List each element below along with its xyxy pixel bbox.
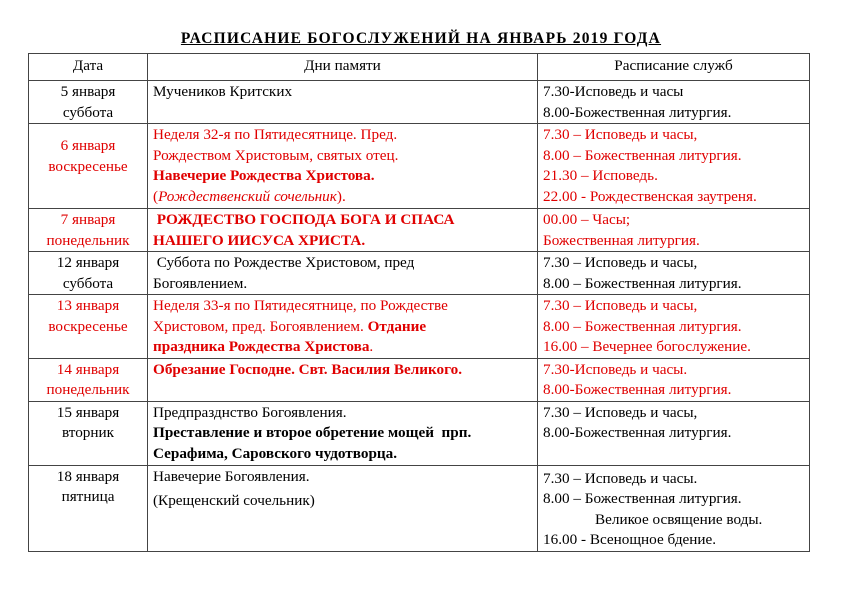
memory-line-bold: Навечерие Рождества Христова.: [153, 167, 375, 184]
table-row: [29, 209, 810, 252]
memory-cell: [148, 209, 538, 252]
memory-line-bold: Обрезание Господне. Свт. Василия Великого.: [153, 360, 463, 378]
page-title: [0, 30, 842, 48]
service-line: Божественная литургия.: [543, 231, 700, 249]
memory-cell: [148, 358, 538, 401]
memory-cell: [148, 81, 538, 124]
service-line: 7.30-Исповедь и часы: [543, 83, 684, 100]
service-line: 21.30 – Исповедь.: [543, 167, 658, 184]
services-cell: [538, 81, 810, 124]
memory-bold-text: Отдание: [367, 317, 427, 335]
memory-line-bold: Преставление и второе обретение мощей прп.: [153, 424, 472, 441]
memory-line: Рождеством Христовым, святых отец.: [153, 146, 399, 164]
date-weekday: суббота: [62, 274, 114, 292]
services-cell: [538, 252, 810, 295]
services-cell: [538, 465, 810, 551]
service-line: 8.00 – Божественная литургия.: [543, 274, 742, 292]
service-line: 8.00 – Божественная литургия.: [543, 317, 742, 335]
memory-line: Богоявлением.: [153, 274, 248, 292]
date-cell: [29, 401, 148, 465]
table-row: [29, 81, 810, 124]
memory-line: Суббота по Рождестве Христовом, пред: [153, 254, 415, 271]
memory-line: Навечерие Богоявления.: [153, 467, 310, 485]
service-line: 00.00 – Часы;: [543, 211, 631, 228]
services-cell: [538, 295, 810, 359]
memory-text: .: [369, 338, 374, 355]
service-line: 7.30-Исповедь и часы.: [543, 360, 688, 378]
services-cell: [538, 401, 810, 465]
date-weekday: суббота: [62, 103, 114, 121]
table-row: [29, 358, 810, 401]
memory-cell: [148, 401, 538, 465]
paren-open: (: [153, 187, 159, 205]
service-line: 8.00 – Божественная литургия.: [543, 490, 742, 507]
memory-line: Неделя 32-я по Пятидесятнице. Пред.: [153, 126, 398, 143]
date-day: 5 января: [60, 83, 116, 100]
header-date: Дата: [29, 54, 148, 81]
header-services: Расписание служб: [538, 54, 810, 81]
memory-bold-text: праздника Рождества Христова: [153, 338, 370, 355]
memory-line-bold: НАШЕГО ИИСУСА ХРИСТА.: [153, 231, 366, 249]
memory-cell: [148, 124, 538, 209]
date-day: 14 января: [56, 360, 120, 378]
schedule-table: [28, 53, 810, 552]
date-weekday: вторник: [61, 424, 115, 441]
memory-text: Христовом, пред. Богоявлением.: [153, 317, 368, 335]
service-line: 16.00 – Вечернее богослужение.: [543, 338, 751, 355]
date-weekday: воскресенье: [48, 157, 128, 175]
table-row: [29, 124, 810, 209]
paren-close: ).: [336, 187, 346, 205]
date-weekday: понедельник: [46, 381, 130, 398]
memory-line-bold: РОЖДЕСТВО ГОСПОДА БОГА И СПАСА: [153, 211, 455, 228]
date-day: 6 января: [60, 137, 116, 154]
service-line: 16.00 - Всенощное бдение.: [543, 531, 717, 548]
memory-cell: [148, 295, 538, 359]
date-cell: [29, 252, 148, 295]
date-cell: [29, 295, 148, 359]
date-cell: [29, 358, 148, 401]
memory-line: [153, 317, 532, 338]
service-line: 7.30 – Исповедь и часы,: [543, 254, 698, 271]
date-cell: [29, 209, 148, 252]
date-day: 12 января: [56, 254, 120, 271]
table-row: [29, 465, 810, 551]
date-day: 18 января: [56, 467, 120, 485]
memory-line: Неделя 33-я по Пятидесятнице, по Рождестве: [153, 297, 448, 314]
service-line: 8.00 – Божественная литургия.: [543, 146, 742, 164]
date-weekday: понедельник: [46, 231, 130, 249]
date-cell: [29, 124, 148, 209]
table-header-row: [29, 54, 810, 81]
memory-cell: [148, 252, 538, 295]
service-line: Великое освящение воды.: [595, 510, 763, 528]
table-row: [29, 252, 810, 295]
table-row: [29, 295, 810, 359]
date-cell: [29, 465, 148, 551]
date-day: 7 января: [60, 211, 116, 228]
memory-cell: [148, 465, 538, 551]
services-cell: [538, 209, 810, 252]
date-cell: [29, 81, 148, 124]
memory-italic-text: Рождественский сочельник: [158, 187, 337, 205]
date-day: 13 января: [56, 297, 120, 314]
service-line: 8.00-Божественная литургия.: [543, 424, 732, 441]
service-line: 7.30 – Исповедь и часы.: [543, 469, 698, 487]
memory-line: Мучеников Критских: [153, 83, 293, 100]
title-text: РАСПИСАНИЕ БОГОСЛУЖЕНИЙ НА ЯНВАРЬ 2019 ГОДА: [180, 30, 662, 47]
service-line: 22.00 - Рождественская заутреня.: [543, 187, 757, 205]
memory-line: [153, 337, 532, 358]
date-weekday: пятница: [61, 488, 115, 505]
date-weekday: воскресенье: [48, 317, 128, 335]
memory-line: Предпразднство Богоявления.: [153, 403, 347, 421]
date-day: 15 января: [56, 403, 120, 421]
memory-line-bold: Серафима, Саровского чудотворца.: [153, 444, 398, 462]
service-line: 8.00-Божественная литургия.: [543, 103, 732, 121]
service-line: 7.30 – Исповедь и часы,: [543, 403, 698, 421]
table-row: [29, 401, 810, 465]
memory-line: [153, 187, 532, 208]
service-line: 8.00-Божественная литургия.: [543, 381, 732, 398]
header-memory: Дни памяти: [148, 54, 538, 81]
services-cell: [538, 124, 810, 209]
service-line: 7.30 – Исповедь и часы,: [543, 297, 698, 314]
service-line: 7.30 – Исповедь и часы,: [543, 126, 698, 143]
services-cell: [538, 358, 810, 401]
memory-line: (Крещенский сочельник): [153, 492, 315, 509]
